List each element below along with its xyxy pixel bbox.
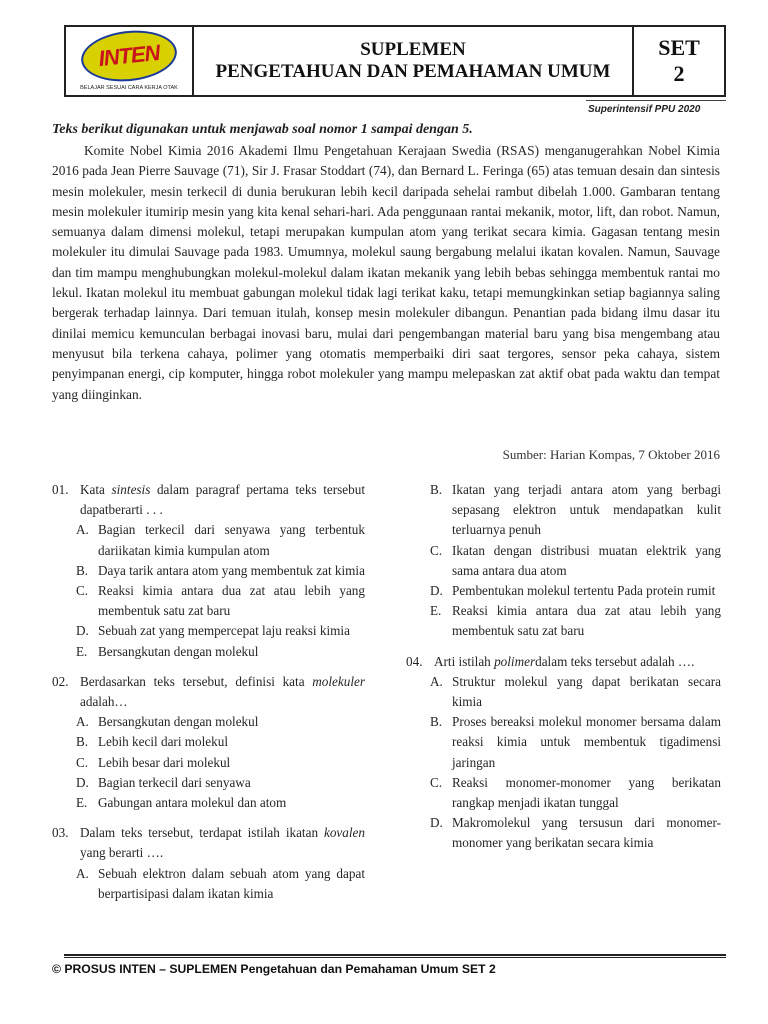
option-letter: B. <box>430 482 443 497</box>
question-term: molekuler <box>312 673 365 689</box>
passage-source: Sumber: Harian Kompas, 7 Oktober 2016 <box>502 447 720 462</box>
answer-options-continued <box>430 480 721 642</box>
answer-option <box>430 581 721 601</box>
option-text: Reaksi kimia antara dua zat atau lebih yang membentuk satu zat baru <box>452 603 721 639</box>
option-letter: C. <box>76 583 89 599</box>
option-letter: C. <box>430 774 443 790</box>
question-03 <box>52 823 365 904</box>
page-header <box>64 25 726 97</box>
instruction: Teks berikut digunakan untuk menjawab soal nomor 1 sampai dengan 5. <box>52 122 473 137</box>
question-text: Kata sintesis dalam paragraf pertama teks tersebut dapatberarti . . . <box>80 482 365 518</box>
set-label: SET <box>658 35 700 60</box>
option-text: Proses bereaksi molekul monomer bersama dalam reaksi kimia untuk membentuk tigadimensi jaringan <box>452 714 721 770</box>
question-text: Berdasarkan teks tersebut, definisi kata molekuler adalah… <box>80 673 365 710</box>
answer-option <box>76 773 365 793</box>
answer-option <box>76 520 365 560</box>
option-letter: C. <box>430 542 443 558</box>
left-column <box>52 480 365 904</box>
option-letter: C. <box>76 754 89 770</box>
edition-label: Superintensif PPU 2020 <box>588 104 701 115</box>
title-line-2: PENGETAHUAN DAN PEMAHAMAN UMUM <box>215 61 611 82</box>
answer-options <box>430 672 721 854</box>
answer-option <box>430 813 721 853</box>
logo-tagline: BELAJAR SESUAI CARA KERJA OTAK <box>80 85 178 91</box>
inten-logo <box>79 26 180 86</box>
answer-option <box>76 753 365 773</box>
answer-options <box>76 712 365 813</box>
option-text: Bersangkutan dengan molekul <box>98 714 259 730</box>
option-text: Ikatan dengan distribusi muatan elektrik yang sama antara dua atom <box>452 542 721 578</box>
option-letter: B. <box>430 714 443 730</box>
option-letter: A. <box>430 673 443 689</box>
option-letter: E. <box>430 603 442 619</box>
answer-option <box>430 480 721 541</box>
option-letter: D. <box>76 774 89 790</box>
option-text: Bagian terkecil dari senyawa <box>98 774 251 790</box>
question-text: Arti istilah polimerdalam teks tersebut adalah …. <box>434 653 695 669</box>
option-letter: A. <box>76 714 89 730</box>
set-badge <box>634 27 724 95</box>
option-text: Reaksi monomer-monomer yang berikatan rangkap menjadi ikatan tunggal <box>452 774 721 811</box>
option-text: Lebih kecil dari molekul <box>98 734 229 750</box>
footer-rule <box>64 954 726 956</box>
option-letter: A. <box>76 522 89 538</box>
option-text: Bagian terkecil dari senyawa yang terbentuk dariikatan kimia kumpulan atom <box>98 522 365 558</box>
option-letter: E. <box>76 643 88 659</box>
answer-option <box>430 773 721 813</box>
edition-rule <box>586 100 726 101</box>
logo-area <box>66 27 194 95</box>
option-letter: D. <box>430 583 443 599</box>
option-text: Makromolekul yang tersusun dari monomer-monomer yang berikatan secara kimia <box>452 815 721 851</box>
answer-option <box>430 541 721 581</box>
reading-passage: Komite Nobel Kimia 2016 Akademi Ilmu Pengetahuan Kerajaan Swedia (RSAS) menganugerahkan Nobel Kimia 2016 pada Jean Pierre Sauvage (71), Sir J. Frasar Stoddart (74), dan Bernard L. Feringa (65) atas temuan desain dan sintesis mesin molekuler, mesin terkecil di dunia berukuran lebih kecil daripada sehelai rambut dibelah 1.000. Gambaran tentang mesin molekuler itumirip mesin yang kita kenal sehari-hari. Ada penggunaan rantai mekanik, motor, lift, dan robot. Namun, semuanya dalam dimensi molekul, tetapi merupakan kumpulan atom yang terikat secara kimia. Gagasan tentang mesin molekuler itu dimulai Sauvage pada 1983. Umumnya, molekul saung bergabung melalui ikatan kovalen. Namun, Sauvage dan tim mampu menghubungkan molekul-molekul dalam ikatan mekanik yang lebih bebas sehingga membentuk rantai mo lekul. Ikatan molekul itu membuat gabungan molekul tidak lagi terikat kaku, tetapi memungkinkan setiap bagiannya saling bergerak terhadap lainnya. Dari temuan itulah, konsep mesin molekuler dibangun. Penantian pada bidang ilmu dasar itu dinilai memicu kemunculan berbagai inovasi baru, mulai dari pengembangan material baru yang bisa mengembang atau menyusut bila terkena cahaya, polimer yang otomatis memperbaiki diri saat tergores, sensor peka cahaya, sistem penyimpanan energi, cip komputer, hingga robot molekuler yang mampu melepaskan zat aktif obat pada waktu dan tempat yang diinginkan. <box>52 143 720 402</box>
answer-option <box>76 642 365 662</box>
title-line-1: SUPLEMEN <box>360 39 466 60</box>
question-number: 04. <box>406 653 423 669</box>
option-letter: B. <box>76 734 89 750</box>
option-letter: D. <box>76 623 89 639</box>
question-02 <box>52 672 365 813</box>
answer-option <box>76 712 365 732</box>
option-letter: E. <box>76 795 88 811</box>
option-text: Lebih besar dari molekul <box>98 754 231 770</box>
question-term: sintesis <box>111 482 151 497</box>
option-letter: A. <box>76 865 89 881</box>
answer-option <box>76 732 365 752</box>
option-letter: D. <box>430 815 443 831</box>
answer-option <box>76 581 365 621</box>
option-text: Sebuah elektron dalam sebuah atom yang dapat berpartisipasi dalam ikatan kimia <box>98 865 365 901</box>
set-number: 2 <box>673 61 685 86</box>
option-text: Ikatan yang terjadi antara atom yang berbagi sepasang elektron untuk mendapatkan kulit terluarnya penuh <box>452 482 721 538</box>
answer-option <box>430 672 721 712</box>
option-text: Sebuah zat yang mempercepat laju reaksi kimia <box>98 623 350 639</box>
footer-rule-thin <box>64 957 726 958</box>
answer-options <box>76 864 365 904</box>
question-term: polimer <box>494 653 536 669</box>
question-04 <box>406 652 721 854</box>
option-text: Struktur molekul yang dapat berikatan secara kimia <box>452 673 721 710</box>
answer-option <box>430 601 721 641</box>
answer-option <box>76 793 365 813</box>
document-title <box>194 27 634 95</box>
question-text: Dalam teks tersebut, terdapat istilah ikatan kovalen yang berarti …. <box>80 825 365 861</box>
option-text: Pembentukan molekul tertentu Pada protein rumit <box>452 583 716 599</box>
option-text: Daya tarik antara atom yang membentuk zat kimia <box>98 562 365 578</box>
logo-text: INTEN <box>97 39 161 72</box>
answer-option <box>76 561 365 581</box>
question-number: 01. <box>52 482 69 497</box>
answer-option <box>430 712 721 773</box>
option-text: Reaksi kimia antara dua zat atau lebih yang membentuk satu zat baru <box>98 583 365 619</box>
answer-option <box>76 864 365 904</box>
question-number: 02. <box>52 673 69 689</box>
option-letter: B. <box>76 562 89 578</box>
option-text: Gabungan antara molekul dan atom <box>98 795 287 811</box>
answer-options <box>76 520 365 661</box>
question-term: kovalen <box>323 825 365 841</box>
page-footer: © PROSUS INTEN – SUPLEMEN Pengetahuan dan Pemahaman Umum SET 2 <box>52 962 496 976</box>
question-01 <box>52 480 365 662</box>
option-text: Bersangkutan dengan molekul <box>98 643 259 659</box>
answer-option <box>76 621 365 641</box>
right-column <box>406 480 721 854</box>
question-number: 03. <box>52 825 69 841</box>
